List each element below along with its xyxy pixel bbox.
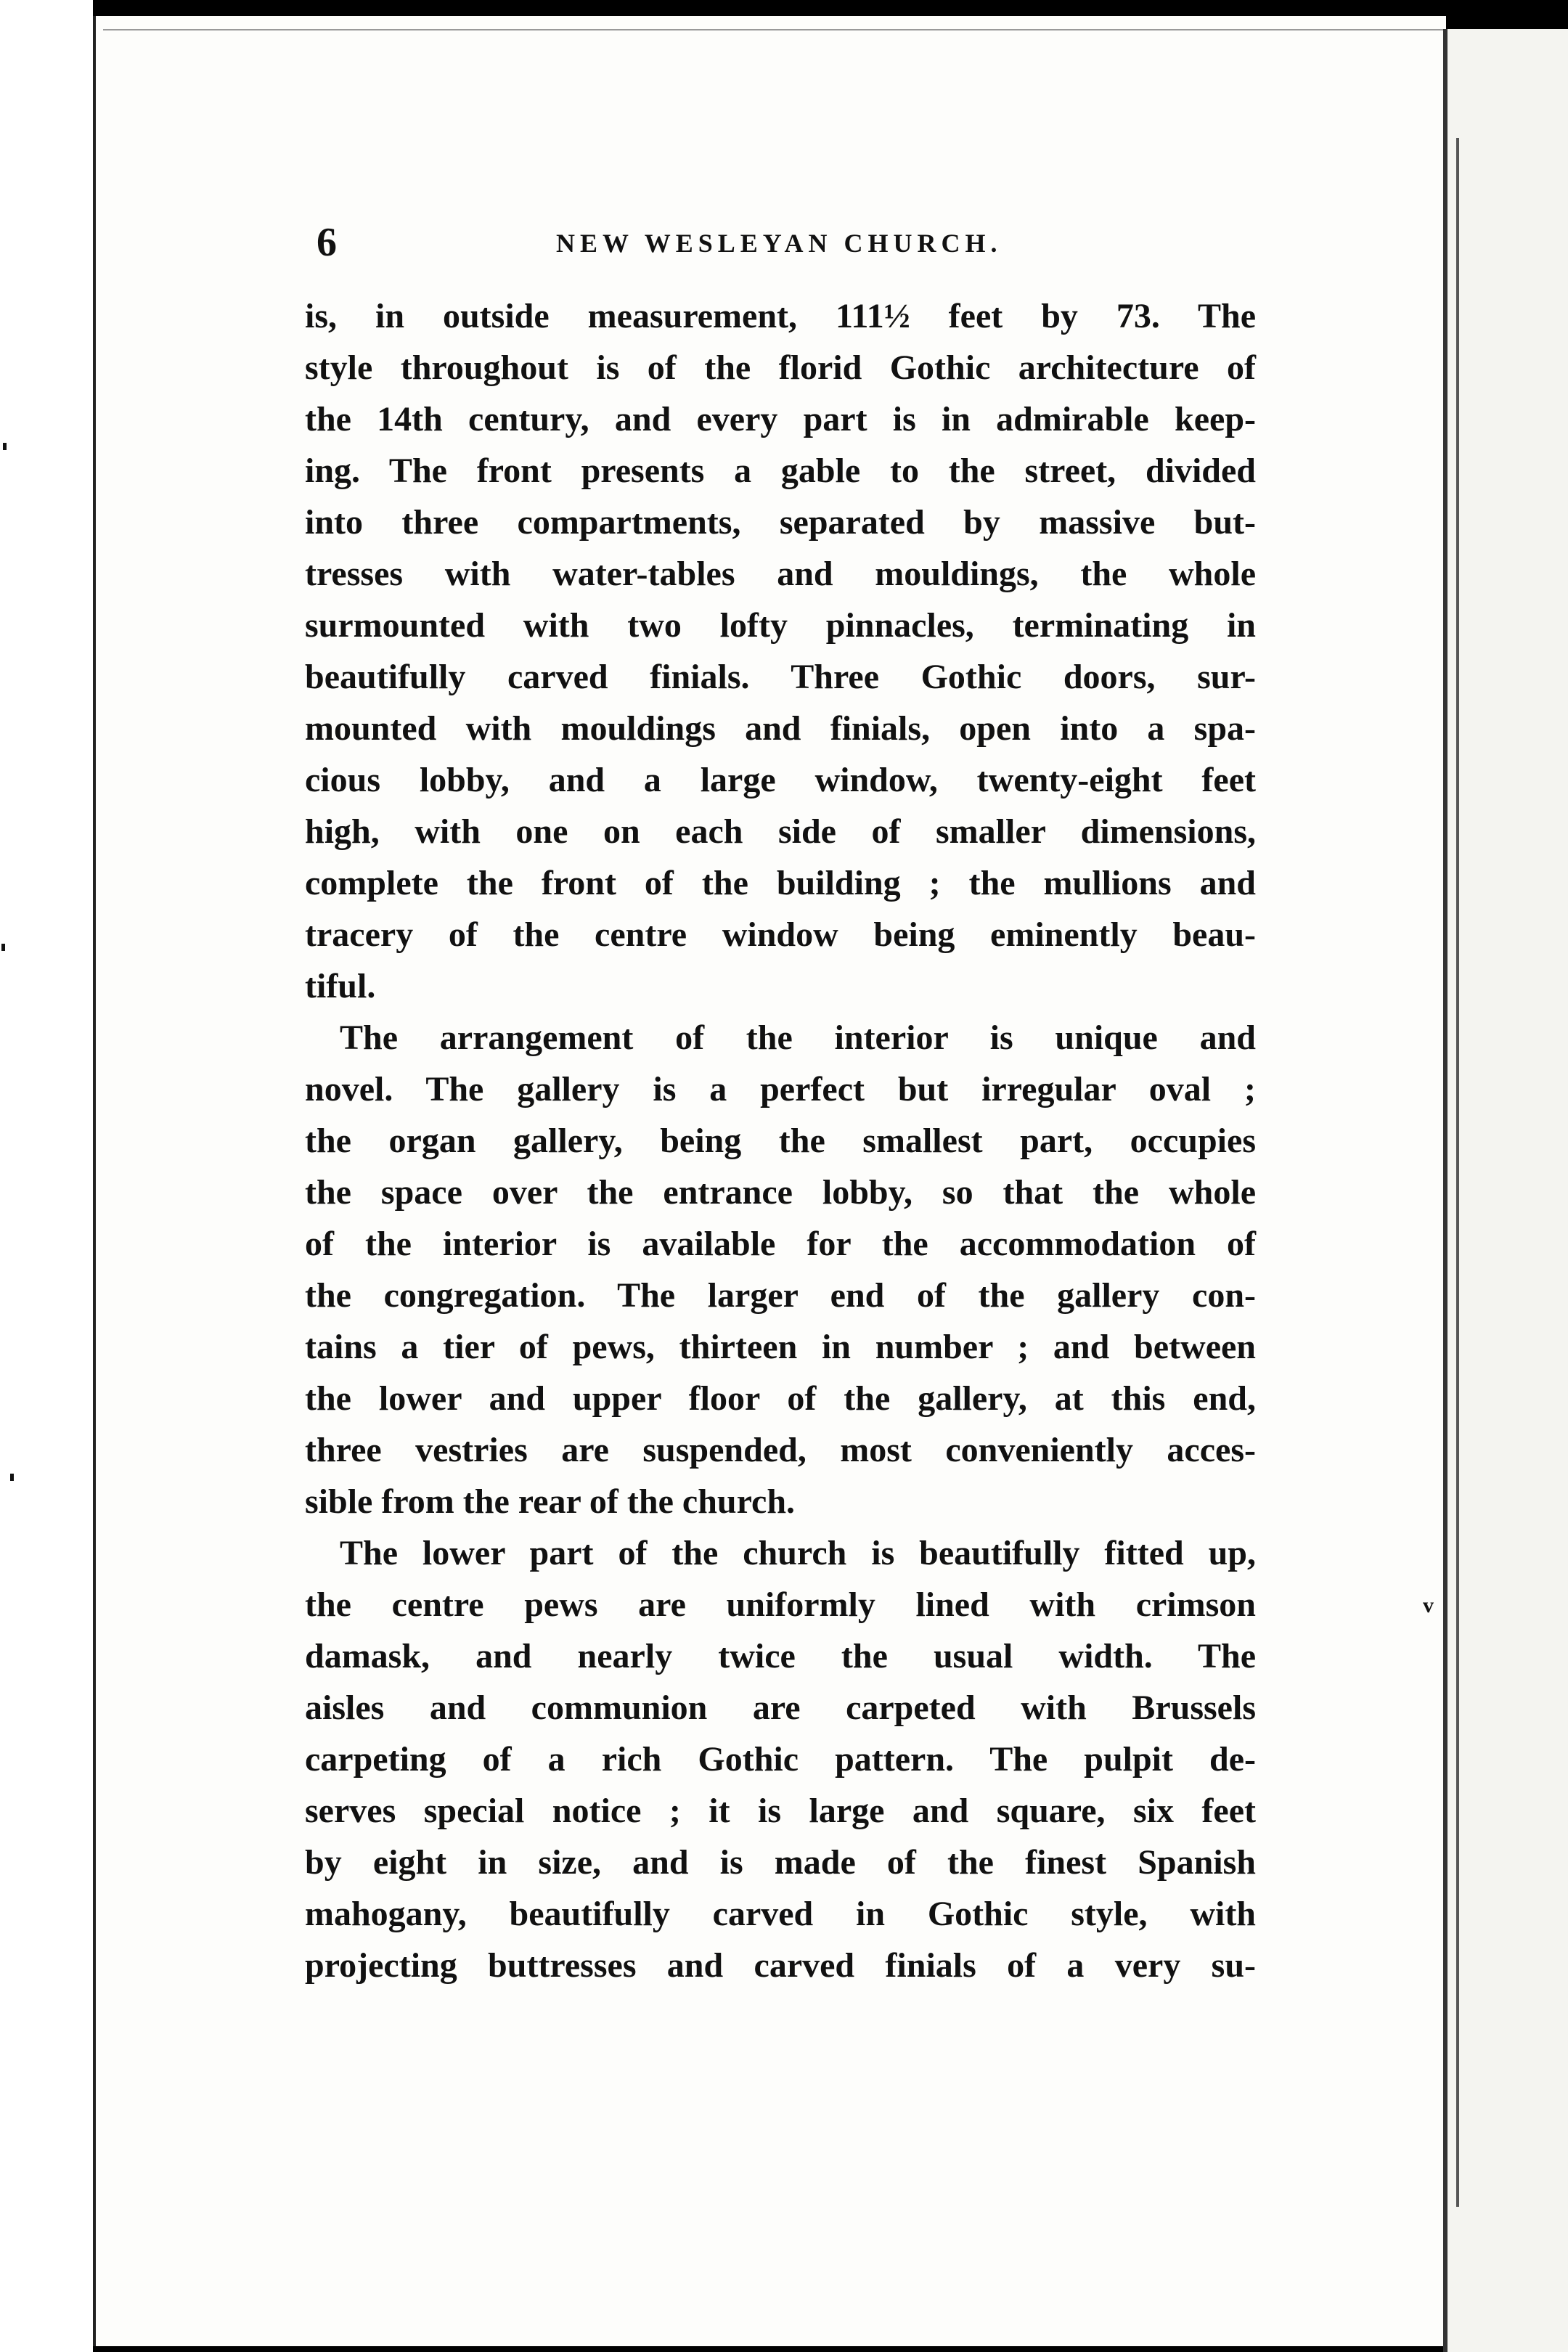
text-line: beautifully carved finials. Three Gothic doors, sur-: [305, 658, 1256, 696]
running-title: NEW WESLEYAN CHURCH.: [556, 229, 1003, 258]
text-line: style throughout is of the florid Gothic architecture of: [305, 348, 1256, 387]
text-line: tiful.: [305, 967, 376, 1005]
facing-page-edge: [1443, 29, 1568, 2352]
text-line: complete the front of the building ; the mullions and: [305, 864, 1256, 902]
text-line: into three compartments, separated by massive but-: [305, 503, 1256, 542]
text-line: damask, and nearly twice the usual width. The: [305, 1637, 1256, 1675]
running-head: [317, 219, 1267, 263]
text-line: tresses with water-tables and mouldings, the whole: [305, 555, 1256, 593]
text-line: projecting buttresses and carved finials of a very su-: [305, 1946, 1256, 1985]
text-line: mounted with mouldings and finials, open into a spa-: [305, 709, 1256, 748]
text-line: The lower part of the church is beautifully fitted up,: [340, 1534, 1256, 1572]
text-line: high, with one on each side of smaller dimensions,: [305, 812, 1256, 851]
text-line: the space over the entrance lobby, so that the whole: [305, 1173, 1256, 1212]
text-line: by eight in size, and is made of the finest Spanish: [305, 1843, 1256, 1882]
paragraph: [305, 1527, 1256, 1991]
text-line: The arrangement of the interior is unique and: [340, 1018, 1256, 1057]
left-margin-strip: [0, 0, 93, 2352]
paragraph: [305, 290, 1256, 1012]
text-line: three vestries are suspended, most conveniently acces-: [305, 1431, 1256, 1469]
text-line: serves special notice ; it is large and square, six feet: [305, 1792, 1256, 1830]
body-text: [305, 290, 1256, 1991]
text-line: novel. The gallery is a perfect but irregular oval ;: [305, 1070, 1256, 1108]
text-line: mahogany, beautifully carved in Gothic style, with: [305, 1895, 1256, 1933]
text-line: aisles and communion are carpeted with Brussels: [305, 1689, 1256, 1727]
text-line: is, in outside measurement, 111½ feet by 73. The: [305, 297, 1256, 335]
text-line: of the interior is available for the accommodation of: [305, 1225, 1256, 1263]
text-line: the congregation. The larger end of the gallery con-: [305, 1276, 1256, 1315]
text-line: sible from the rear of the church.: [305, 1482, 796, 1521]
text-line: tracery of the centre window being eminently beau-: [305, 915, 1256, 954]
paragraph: [305, 1012, 1256, 1527]
text-line: carpeting of a rich Gothic pattern. The pulpit de-: [305, 1740, 1256, 1779]
text-line: the 14th century, and every part is in admirable keep-: [305, 400, 1256, 438]
text-line: the organ gallery, being the smallest part, occupies: [305, 1122, 1256, 1160]
page-number: 6: [317, 220, 337, 265]
text-line: tains a tier of pews, thirteen in number ; and between: [305, 1328, 1256, 1366]
text-line: ing. The front presents a gable to the street, divided: [305, 452, 1256, 490]
text-line: cious lobby, and a large window, twenty-eight feet: [305, 761, 1256, 799]
facing-page-mark: v: [1423, 1593, 1434, 1617]
text-line: the lower and upper floor of the gallery, at this end,: [305, 1379, 1256, 1418]
page-fold-line: [1456, 138, 1459, 2207]
text-line: the centre pews are uniformly lined with crimson: [305, 1585, 1256, 1624]
text-line: surmounted with two lofty pinnacles, terminating in: [305, 606, 1256, 645]
